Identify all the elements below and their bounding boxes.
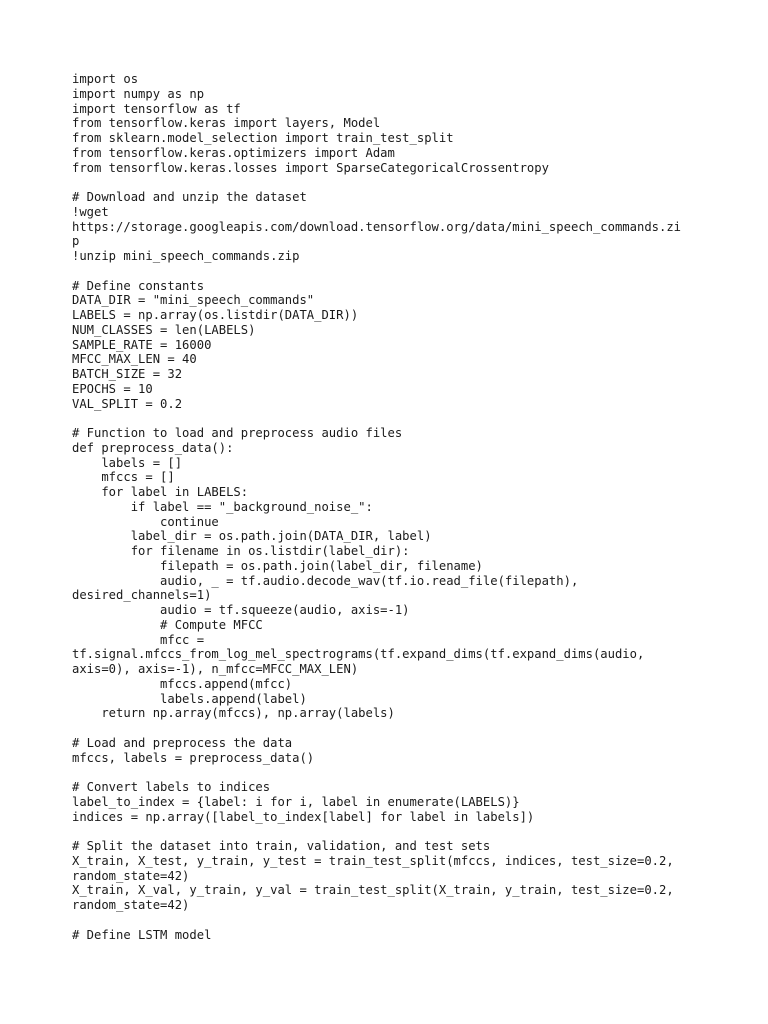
- code-line: [72, 721, 702, 736]
- code-line: p: [72, 234, 80, 249]
- code-line: for filename in os.listdir(label_dir):: [72, 544, 410, 558]
- code-line: LABELS = np.array(os.listdir(DATA_DIR)): [72, 308, 359, 322]
- code-line: # Function to load and preprocess audio files: [72, 426, 403, 440]
- code-line: !unzip mini_speech_commands.zip: [72, 249, 300, 263]
- code-line: import numpy as np: [72, 86, 205, 101]
- code-line: def preprocess_data():: [72, 440, 234, 455]
- code-line: # Define LSTM model: [72, 927, 212, 942]
- code-line: # Compute MFCC: [72, 617, 263, 632]
- code-line: indices = np.array([label_to_index[label] for label in labels]): [72, 809, 535, 824]
- code-line: SAMPLE_RATE = 16000: [72, 337, 212, 352]
- code-line: BATCH_SIZE = 32: [72, 367, 183, 381]
- code-line: !wget: [72, 204, 109, 219]
- code-line: if label == "_background_noise_":: [72, 499, 373, 514]
- code-line: https://storage.googleapis.com/download.tensorflow.org/data/mini_speech_commands.zi: [72, 219, 682, 234]
- code-line: # Split the dataset into train, validation, and test sets: [72, 839, 491, 853]
- code-line: from tensorflow.keras.optimizers import Adam: [72, 145, 395, 160]
- code-line: from tensorflow.keras.losses import SparseCategoricalCrossentropy: [72, 160, 549, 175]
- code-line: # Convert labels to indices: [72, 780, 271, 794]
- code-line: [72, 913, 702, 928]
- code-line: labels = []: [72, 455, 183, 470]
- code-line: MFCC_MAX_LEN = 40: [72, 352, 197, 367]
- code-line: mfccs.append(mfcc): [72, 676, 293, 691]
- code-line: audio, _ = tf.audio.decode_wav(tf.io.read_file(filepath),: [72, 573, 579, 588]
- code-line: continue: [72, 514, 219, 529]
- code-line: DATA_DIR = "mini_speech_commands": [72, 293, 315, 308]
- code-line: axis=0), axis=-1), n_mfcc=MFCC_MAX_LEN): [72, 662, 359, 676]
- code-line: VAL_SPLIT = 0.2: [72, 396, 183, 411]
- code-line: NUM_CLASSES = len(LABELS): [72, 322, 256, 337]
- code-line: from sklearn.model_selection import train_test_split: [72, 131, 454, 145]
- code-line: # Define constants: [72, 278, 205, 293]
- code-line: import os: [72, 72, 139, 86]
- code-line: [72, 765, 702, 780]
- code-line: [72, 824, 702, 839]
- code-line: # Load and preprocess the data: [72, 735, 293, 750]
- code-line: mfccs = []: [72, 470, 175, 485]
- code-line: EPOCHS = 10: [72, 381, 153, 396]
- code-line: label_dir = os.path.join(DATA_DIR, label): [72, 529, 432, 544]
- code-line: mfcc =: [72, 632, 205, 647]
- code-line: X_train, X_val, y_train, y_val = train_test_split(X_train, y_train, test_size=0.2,: [72, 883, 674, 898]
- code-line: random_state=42): [72, 898, 190, 912]
- code-line: tf.signal.mfccs_from_log_mel_spectrograms(tf.expand_dims(tf.expand_dims(audio,: [72, 647, 645, 662]
- code-line: import tensorflow as tf: [72, 101, 241, 116]
- code-line: for label in LABELS:: [72, 485, 249, 499]
- code-line: # Download and unzip the dataset: [72, 190, 307, 204]
- code-line: labels.append(label): [72, 691, 307, 706]
- code-line: audio = tf.squeeze(audio, axis=-1): [72, 603, 410, 617]
- code-line: [72, 264, 702, 279]
- code-line: random_state=42): [72, 868, 190, 883]
- code-listing: [72, 72, 702, 942]
- code-line: label_to_index = {label: i for i, label in enumerate(LABELS)}: [72, 794, 520, 809]
- code-line: filepath = os.path.join(label_dir, filename): [72, 558, 483, 573]
- code-line: desired_channels=1): [72, 588, 212, 603]
- code-line: [72, 411, 702, 426]
- code-line: return np.array(mfccs), np.array(labels): [72, 706, 395, 721]
- code-line: X_train, X_test, y_train, y_test = train_test_split(mfccs, indices, test_size=0.2,: [72, 853, 674, 868]
- code-line: mfccs, labels = preprocess_data(): [72, 750, 315, 765]
- code-line: from tensorflow.keras import layers, Model: [72, 116, 381, 131]
- code-line: [72, 175, 702, 190]
